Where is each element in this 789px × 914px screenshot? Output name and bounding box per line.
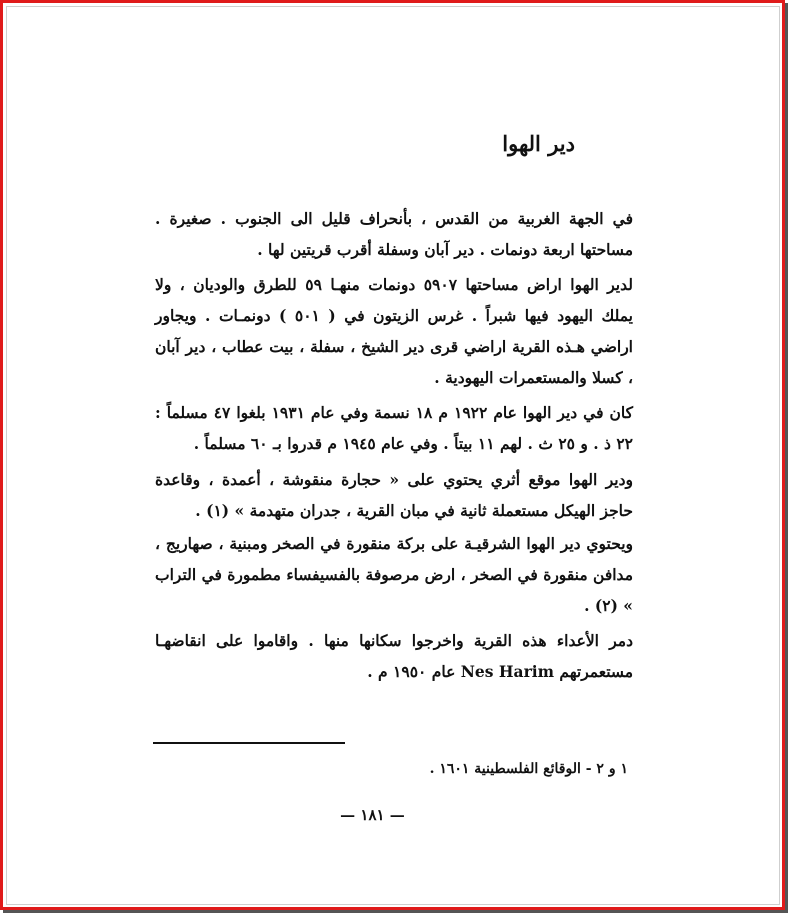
footnote-divider: [153, 742, 345, 744]
paragraph-population: كان في دير الهوا عام ١٩٢٢ م ١٨ نسمة وفي عام ١٩٣١ بلغوا ٤٧ مسلماً : ٢٢ ذ . و ٢٥ ث . لهم ١١ بيتاً . وفي عام ١٩٤٥ م قدروا بـ ٦٠ مسلماً .: [155, 403, 633, 453]
paragraph-lands: لدير الهوا اراض مساحتها ٥٩٠٧ دونمات منهـا ٥٩ للطرق والوديان ، ولا يملك اليهود فيها شبراً . غرس الزيتون في ( ٥٠١ ) دونمـات . ويجاور اراضي هـذه القرية اراضي قرى دير الشيخ ، سفلة ، بيت عطاب ، دير آبان ، كسلا والمستعمرات اليهودية .: [155, 275, 633, 387]
paragraph-eastern-site: ويحتوي دير الهوا الشرقيـة على بركة منقورة في الصخر ومبنية ، صهاريج ، مدافن منقورة في الصخر ، ارض مرصوفة بالفسيفساء مطمورة في التراب » (٢) .: [155, 534, 633, 615]
paragraph-archaeology: ودير الهوا موقع أثري يحتوي على « حجارة منقوشة ، أعمدة ، وقاعدة حاجز الهيكل مستعملة ثانية في مبان القرية ، جدران متهدمة » (١) .: [155, 470, 633, 520]
page-number: — ١٨١ —: [340, 806, 405, 824]
paragraph-location: في الجهة الغربية من القدس ، بأنحراف قليل الى الجنوب . صغيرة . مساحتها اربعة دونمات . دير آبان وسفلة أقرب قريتين لها .: [155, 209, 633, 259]
document-page: [153, 3, 633, 903]
paragraph-destruction: دمر الأعداء هذه القرية واخرجوا سكانها منها . واقاموا على انقاضهـا مستعمرتهم Nes Harim عام ١٩٥٠ م .: [155, 631, 633, 681]
footnote: ١ و ٢ - الوقائع الفلسطينية ١٦٠١ .: [429, 761, 628, 777]
page-title: دير الهوا: [502, 131, 575, 156]
